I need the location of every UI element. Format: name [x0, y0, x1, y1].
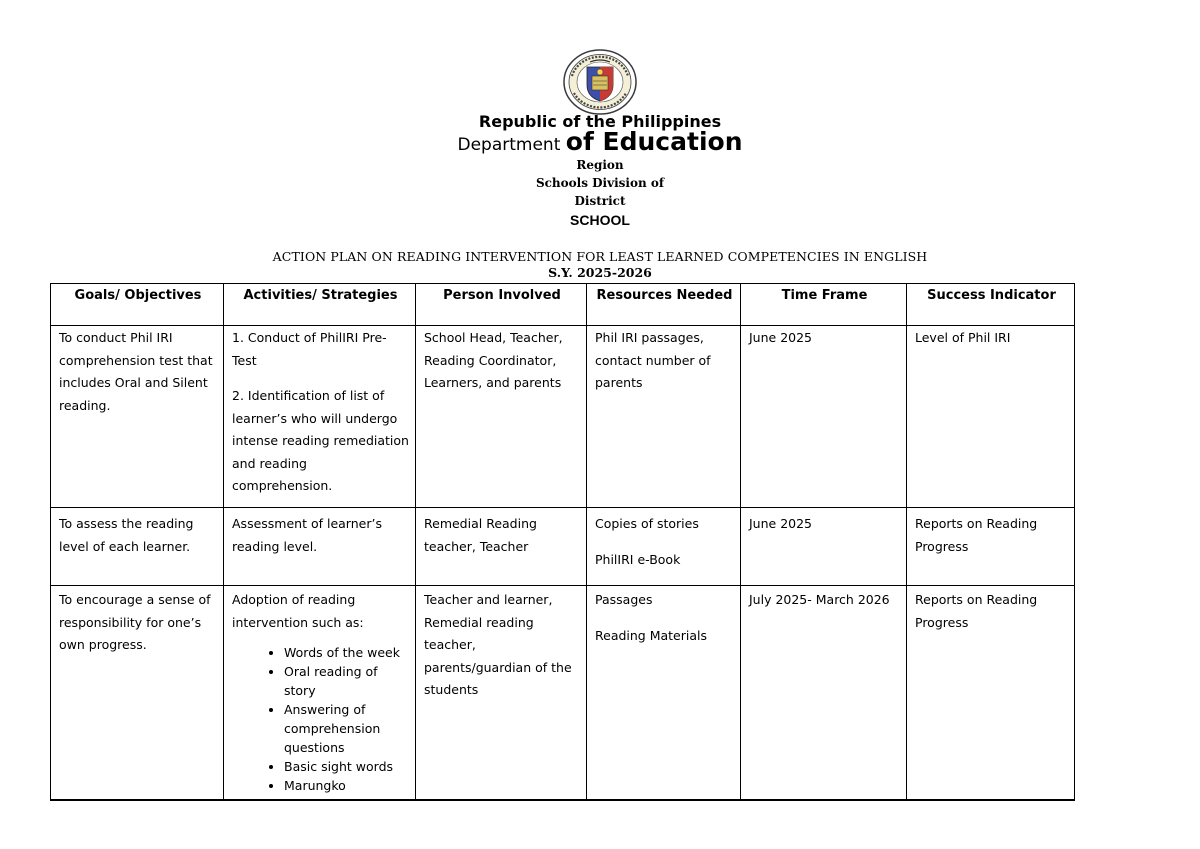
persons-cell: Teacher and learner, Remedial reading teacher, parents/guardian of the students — [416, 586, 587, 801]
header-resources: Resources Needed — [587, 284, 741, 326]
activity-item: 1. Conduct of PhilIRI Pre-Test — [232, 330, 387, 368]
resource-item: Passages — [595, 592, 653, 607]
goal-cell: To encourage a sense of responsibility for one’s own progress. — [51, 586, 224, 801]
time-frame-cell: June 2025 — [741, 326, 907, 508]
success-indicator-cell: Reports on Reading Progress — [907, 508, 1075, 586]
header-success-indicator: Success Indicator — [907, 284, 1075, 326]
list-item: • Basic sight words — [284, 757, 409, 776]
activities-cell — [224, 586, 416, 801]
goal-cell: To conduct Phil IRI comprehension test that includes Oral and Silent reading. — [51, 326, 224, 508]
school-line: SCHOOL — [570, 212, 630, 228]
table-row — [51, 326, 1075, 508]
action-plan-table — [50, 283, 1075, 801]
district-line: District — [574, 194, 626, 208]
table-row — [51, 586, 1075, 801]
time-frame-cell: July 2025- March 2026 — [741, 586, 907, 801]
deped-seal-logo — [560, 49, 640, 115]
activity-item: Assessment of learner’s reading level. — [232, 516, 382, 554]
header-activities: Activities/ Strategies — [224, 284, 416, 326]
persons-cell: School Head, Teacher, Reading Coordinator, Learners, and parents — [416, 326, 587, 508]
list-item: • Marungko — [284, 776, 409, 795]
republic-line: Republic of the Philippines — [478, 112, 722, 131]
table-header-row — [51, 284, 1075, 326]
header-time-frame: Time Frame — [741, 284, 907, 326]
activity-item: Adoption of reading intervention such as: — [232, 592, 364, 630]
activities-cell — [224, 326, 416, 508]
resources-cell — [587, 326, 741, 508]
table-row — [51, 508, 1075, 586]
time-frame-cell: June 2025 — [741, 508, 907, 586]
header-persons: Person Involved — [416, 284, 587, 326]
list-item: • Oral reading of story — [284, 662, 409, 700]
resources-cell — [587, 586, 741, 801]
resource-item: Copies of stories — [595, 516, 699, 531]
department-line — [0, 127, 1200, 160]
activity-item: 2. Identification of list of learner’s who will undergo intense reading remediation and reading comprehension. — [232, 388, 409, 493]
plan-title: ACTION PLAN ON READING INTERVENTION FOR LEAST LEARNED COMPETENCIES IN ENGLISH — [272, 249, 928, 264]
intervention-list — [232, 643, 409, 795]
goal-cell: To assess the reading level of each learner. — [51, 508, 224, 586]
success-indicator-cell: Level of Phil IRI — [907, 326, 1075, 508]
activities-cell — [224, 508, 416, 586]
resources-cell — [587, 508, 741, 586]
header-goals: Goals/ Objectives — [51, 284, 224, 326]
division-line: Schools Division of — [535, 176, 665, 190]
resource-item: Phil IRI passages, contact number of parents — [595, 330, 711, 390]
department-small: Department — [457, 135, 561, 155]
success-indicator-cell: Reports on Reading Progress — [907, 586, 1075, 801]
resource-item: PhilIRI e-Book — [595, 551, 681, 567]
persons-cell: Remedial Reading teacher, Teacher — [416, 508, 587, 586]
school-year: S.Y. 2025-2026 — [548, 265, 652, 280]
list-item: • Answering of comprehension questions — [284, 700, 409, 757]
resource-item: Reading Materials — [595, 627, 708, 643]
department-big: of Education — [565, 127, 743, 156]
list-item: • Words of the week — [284, 643, 409, 662]
region-line: Region — [576, 158, 624, 172]
